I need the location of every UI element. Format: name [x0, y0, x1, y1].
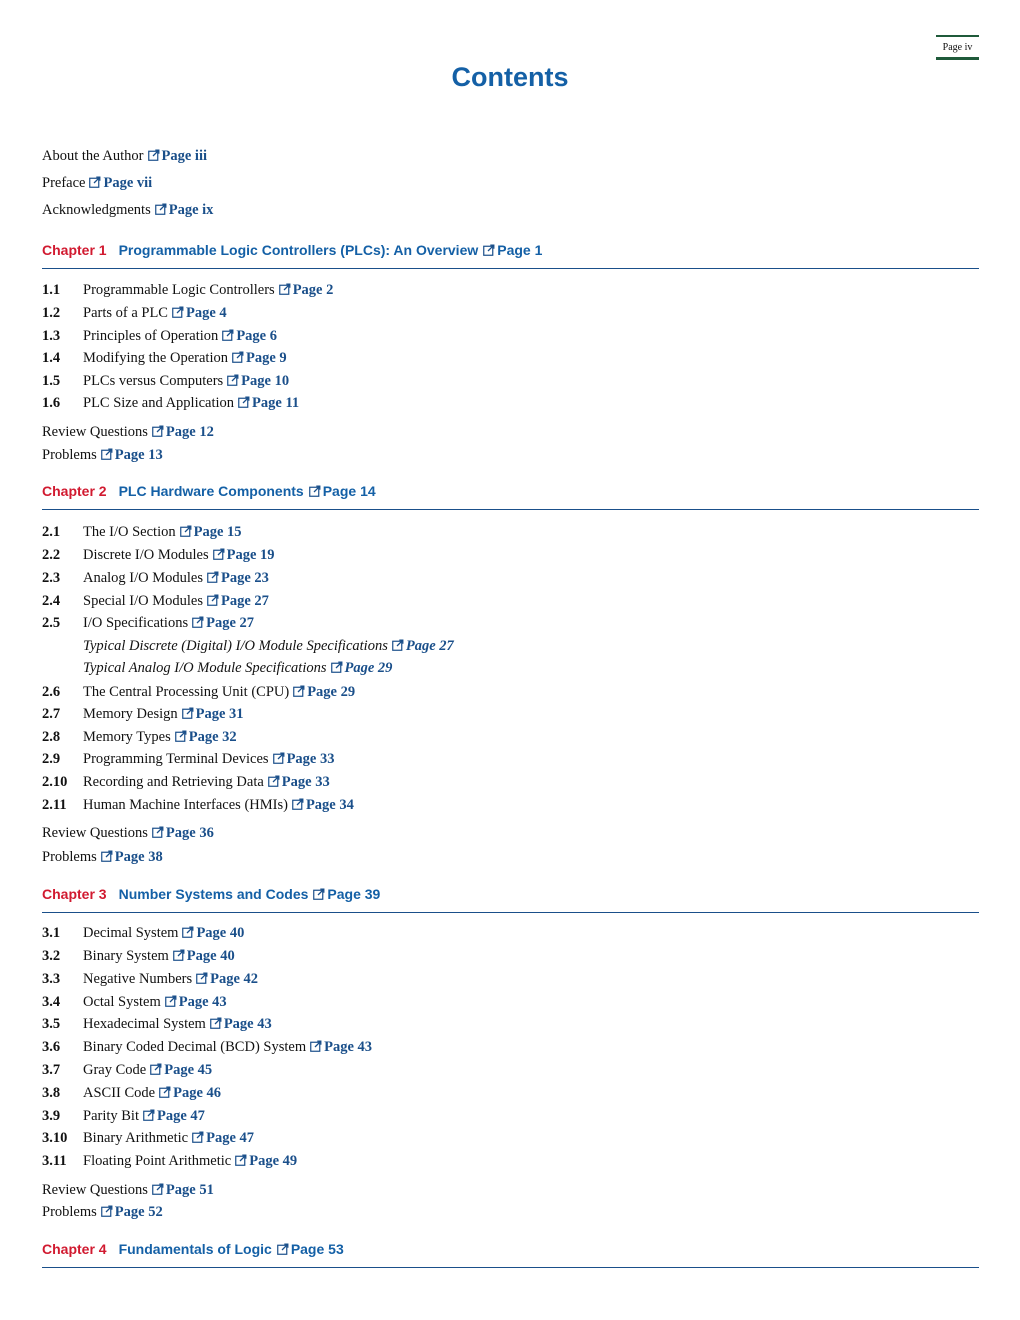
external-link-icon[interactable]: [180, 525, 192, 537]
external-link-icon[interactable]: [210, 1017, 222, 1029]
toc-entry-review-questions[interactable]: [42, 823, 214, 843]
page-link[interactable]: Page 11: [252, 395, 300, 411]
subsection-label: Typical Analog I/O Module Specifications: [83, 660, 327, 676]
section-label: PLC Size and Application: [83, 395, 235, 411]
section-number: 1.2: [42, 305, 61, 321]
toc-subsection[interactable]: [42, 658, 392, 678]
toc-section[interactable]: [42, 1151, 297, 1171]
page-link[interactable]: Page 38: [114, 849, 163, 865]
toc-section[interactable]: [42, 749, 334, 769]
external-link-icon[interactable]: [152, 425, 164, 437]
section-number: 3.7: [42, 1062, 61, 1078]
chapter-heading-4[interactable]: [42, 1241, 979, 1268]
toc-section[interactable]: [42, 371, 289, 391]
page-link[interactable]: Page 23: [221, 570, 269, 586]
section-number: 1.3: [42, 328, 61, 344]
toc-section[interactable]: [42, 1037, 372, 1057]
toc-section[interactable]: [42, 568, 269, 588]
page-link[interactable]: Page 10: [241, 373, 290, 389]
external-link-icon[interactable]: [279, 283, 291, 295]
toc-section[interactable]: [42, 1060, 212, 1080]
section-number: 3.11: [42, 1153, 67, 1169]
section-label: Decimal System: [83, 925, 179, 941]
external-link-icon[interactable]: [173, 949, 185, 961]
page-link[interactable]: Page 31: [195, 706, 244, 722]
page-link[interactable]: Page 47: [206, 1130, 255, 1146]
external-link-icon[interactable]: [293, 685, 305, 697]
section-number: 3.3: [42, 971, 61, 987]
toc-subsection[interactable]: [42, 636, 454, 656]
page-link[interactable]: Page 52: [114, 1204, 163, 1220]
toc-section[interactable]: [42, 522, 242, 542]
page-link[interactable]: Page 43: [324, 1039, 373, 1055]
toc-section[interactable]: [42, 969, 258, 989]
external-link-icon[interactable]: [392, 639, 404, 651]
section-label: Parity Bit: [83, 1108, 139, 1124]
page-link[interactable]: Page 49: [249, 1153, 298, 1169]
section-number: 2.7: [42, 706, 61, 722]
section-number: 3.1: [42, 925, 61, 941]
page-link[interactable]: Page iii: [161, 148, 208, 164]
entry-label: Review Questions: [42, 424, 148, 440]
page-label: Page iv: [936, 35, 979, 60]
external-link-icon[interactable]: [172, 306, 184, 318]
page-link[interactable]: Page 1: [497, 242, 543, 258]
external-link-icon[interactable]: [207, 571, 219, 583]
external-link-icon[interactable]: [101, 1205, 113, 1217]
section-label: Recording and Retrieving Data: [83, 774, 264, 790]
page-link[interactable]: Page 2: [292, 282, 334, 298]
toc-section[interactable]: [42, 348, 287, 368]
external-link-icon[interactable]: [192, 1131, 204, 1143]
entry-label: Problems: [42, 1204, 97, 1220]
page-link[interactable]: Page 39: [327, 886, 381, 902]
toc-entry-acknowledgments[interactable]: [42, 200, 213, 220]
section-label: I/O Specifications: [83, 615, 189, 631]
external-link-icon[interactable]: [313, 888, 325, 900]
section-number: 2.3: [42, 570, 61, 586]
external-link-icon[interactable]: [101, 850, 113, 862]
section-number: 2.2: [42, 547, 61, 563]
section-label: Parts of a PLC: [83, 305, 168, 321]
external-link-icon[interactable]: [277, 1243, 289, 1255]
external-link-icon[interactable]: [101, 448, 113, 460]
section-number: 3.5: [42, 1016, 61, 1032]
chapter-title: Programmable Logic Controllers (PLCs): An Overview: [118, 242, 479, 258]
section-number: 3.4: [42, 994, 61, 1010]
toc-entry-about-author[interactable]: [42, 146, 207, 166]
toc-section[interactable]: [42, 393, 299, 413]
entry-label: Preface: [42, 175, 86, 191]
section-number: 3.6: [42, 1039, 61, 1055]
page-link[interactable]: Page 14: [322, 483, 376, 499]
page-link[interactable]: Page 33: [286, 751, 335, 767]
section-label: Gray Code: [83, 1062, 147, 1078]
external-link-icon[interactable]: [238, 396, 250, 408]
chapter-title: PLC Hardware Components: [118, 483, 304, 499]
section-label: Programmable Logic Controllers: [83, 282, 275, 298]
page-link[interactable]: Page 15: [193, 524, 242, 540]
subsection-label: Typical Discrete (Digital) I/O Module Specifications: [83, 638, 388, 654]
external-link-icon[interactable]: [227, 374, 239, 386]
toc-section[interactable]: [42, 1106, 205, 1126]
page-link[interactable]: Page 19: [226, 547, 275, 563]
page-link[interactable]: Page 43: [223, 1016, 272, 1032]
section-number: 1.5: [42, 373, 61, 389]
page-link[interactable]: Page 4: [185, 305, 227, 321]
external-link-icon[interactable]: [150, 1063, 162, 1075]
external-link-icon[interactable]: [309, 485, 321, 497]
section-number: 1.1: [42, 282, 61, 298]
page-link[interactable]: Page 40: [186, 948, 235, 964]
external-link-icon[interactable]: [268, 775, 280, 787]
section-label: Principles of Operation: [83, 328, 219, 344]
external-link-icon[interactable]: [148, 149, 160, 161]
toc-section[interactable]: [42, 946, 235, 966]
page-link[interactable]: Page 34: [305, 797, 354, 813]
section-number: 2.5: [42, 615, 61, 631]
section-label: The Central Processing Unit (CPU): [83, 684, 290, 700]
section-label: Hexadecimal System: [83, 1016, 206, 1032]
external-link-icon[interactable]: [222, 329, 234, 341]
page-link[interactable]: Page 32: [188, 729, 237, 745]
page-link[interactable]: Page 42: [210, 971, 259, 987]
section-label: The I/O Section: [83, 524, 176, 540]
entry-label: Review Questions: [42, 825, 148, 841]
section-label: Octal System: [83, 994, 161, 1010]
page-link[interactable]: Page 33: [281, 774, 330, 790]
external-link-icon[interactable]: [483, 244, 495, 256]
toc-entry-problems[interactable]: [42, 847, 163, 867]
section-label: Memory Types: [83, 729, 171, 745]
section-label: Discrete I/O Modules: [83, 547, 209, 563]
page-link[interactable]: Page vii: [103, 175, 153, 191]
section-label: Negative Numbers: [83, 971, 193, 987]
page-link[interactable]: Page 45: [164, 1062, 213, 1078]
toc-entry-preface[interactable]: [42, 173, 152, 193]
toc-section[interactable]: [42, 1083, 221, 1103]
page-title: Contents: [451, 62, 569, 92]
section-number: 1.6: [42, 395, 61, 411]
section-number: 2.8: [42, 729, 61, 745]
toc-section[interactable]: [42, 303, 227, 323]
chapter-title: Number Systems and Codes: [118, 886, 309, 902]
external-link-icon[interactable]: [159, 1086, 171, 1098]
chapter-title: Fundamentals of Logic: [118, 1241, 272, 1257]
external-link-icon[interactable]: [213, 548, 225, 560]
toc-entry-review-questions[interactable]: [42, 1180, 214, 1200]
external-link-icon[interactable]: [207, 594, 219, 606]
section-number: 2.4: [42, 593, 61, 609]
toc-section[interactable]: [42, 591, 269, 611]
entry-label: Acknowledgments: [42, 202, 151, 218]
chapter-heading-3[interactable]: [42, 886, 979, 913]
page-link[interactable]: Page 51: [165, 1182, 214, 1198]
chapter-number: Chapter 4: [42, 1241, 107, 1257]
section-number: 2.9: [42, 751, 61, 767]
chapter-number: Chapter 3: [42, 886, 107, 902]
toc-section[interactable]: [42, 795, 354, 815]
entry-label: Problems: [42, 447, 97, 463]
external-link-icon[interactable]: [331, 661, 343, 673]
external-link-icon[interactable]: [182, 926, 194, 938]
section-label: Floating Point Arithmetic: [83, 1153, 232, 1169]
toc-section[interactable]: [42, 545, 275, 565]
toc-section[interactable]: [42, 280, 333, 300]
chapter-number: Chapter 1: [42, 242, 107, 258]
toc-section[interactable]: [42, 772, 330, 792]
external-link-icon[interactable]: [152, 826, 164, 838]
section-label: Binary Arithmetic: [83, 1130, 189, 1146]
page-link[interactable]: Page 9: [245, 350, 287, 366]
entry-label: About the Author: [42, 148, 144, 164]
section-number: 3.9: [42, 1108, 61, 1124]
toc-section[interactable]: [42, 682, 355, 702]
external-link-icon[interactable]: [232, 351, 244, 363]
toc-section[interactable]: [42, 1014, 272, 1034]
toc-entry-problems[interactable]: [42, 1202, 163, 1222]
page-link[interactable]: Page 27: [206, 615, 255, 631]
page-link[interactable]: Page 40: [196, 925, 245, 941]
toc-section[interactable]: [42, 992, 227, 1012]
section-number: 2.6: [42, 684, 61, 700]
page-link[interactable]: Page 6: [236, 328, 277, 344]
page-link[interactable]: Page 53: [290, 1241, 344, 1257]
external-link-icon[interactable]: [165, 995, 177, 1007]
section-label: Memory Design: [83, 706, 178, 722]
external-link-icon[interactable]: [182, 707, 194, 719]
external-link-icon[interactable]: [175, 730, 187, 742]
page-link[interactable]: Page 29: [344, 660, 393, 676]
page-link[interactable]: Page 13: [114, 447, 163, 463]
section-label: Human Machine Interfaces (HMIs): [83, 797, 288, 813]
external-link-icon[interactable]: [155, 203, 167, 215]
external-link-icon[interactable]: [310, 1040, 322, 1052]
page-link[interactable]: Page 36: [165, 825, 214, 841]
external-link-icon[interactable]: [192, 616, 204, 628]
page-link[interactable]: Page 29: [307, 684, 356, 700]
section-label: PLCs versus Computers: [83, 373, 224, 389]
section-label: Programming Terminal Devices: [83, 751, 269, 767]
external-link-icon[interactable]: [196, 972, 208, 984]
external-link-icon[interactable]: [273, 752, 285, 764]
section-number: 1.4: [42, 350, 61, 366]
toc-section[interactable]: [42, 1128, 254, 1148]
external-link-icon[interactable]: [143, 1109, 155, 1121]
section-number: 3.2: [42, 948, 61, 964]
toc-section[interactable]: [42, 704, 244, 724]
page-link[interactable]: Page 43: [178, 994, 227, 1010]
toc-section[interactable]: [42, 727, 237, 747]
entry-label: Problems: [42, 849, 97, 865]
toc-entry-review-questions[interactable]: [42, 422, 214, 442]
section-number: 3.8: [42, 1085, 61, 1101]
section-label: ASCII Code: [83, 1085, 156, 1101]
page-link[interactable]: Page 46: [173, 1085, 222, 1101]
section-number: 2.11: [42, 797, 67, 813]
chapter-heading-1[interactable]: [42, 242, 979, 269]
page-link[interactable]: Page 27: [221, 593, 269, 609]
section-number: 3.10: [42, 1130, 68, 1146]
section-label: Binary Coded Decimal (BCD) System: [83, 1039, 307, 1055]
page-link[interactable]: Page ix: [168, 202, 214, 218]
section-label: Binary System: [83, 948, 169, 964]
external-link-icon[interactable]: [292, 798, 304, 810]
page-link[interactable]: Page 12: [165, 424, 214, 440]
section-label: Modifying the Operation: [83, 350, 228, 366]
page-link[interactable]: Page 27: [405, 638, 454, 654]
toc-section[interactable]: [42, 613, 254, 633]
toc-section[interactable]: [42, 326, 277, 346]
chapter-heading-2[interactable]: [42, 483, 979, 510]
chapter-number: Chapter 2: [42, 483, 107, 499]
section-number: 2.10: [42, 774, 68, 790]
external-link-icon[interactable]: [89, 176, 101, 188]
entry-label: Review Questions: [42, 1182, 148, 1198]
toc-entry-problems[interactable]: [42, 445, 163, 465]
section-label: Special I/O Modules: [83, 593, 204, 609]
external-link-icon[interactable]: [235, 1154, 247, 1166]
section-number: 2.1: [42, 524, 61, 540]
external-link-icon[interactable]: [152, 1183, 164, 1195]
page-link[interactable]: Page 47: [157, 1108, 205, 1124]
toc-section[interactable]: [42, 923, 244, 943]
section-label: Analog I/O Modules: [83, 570, 204, 586]
